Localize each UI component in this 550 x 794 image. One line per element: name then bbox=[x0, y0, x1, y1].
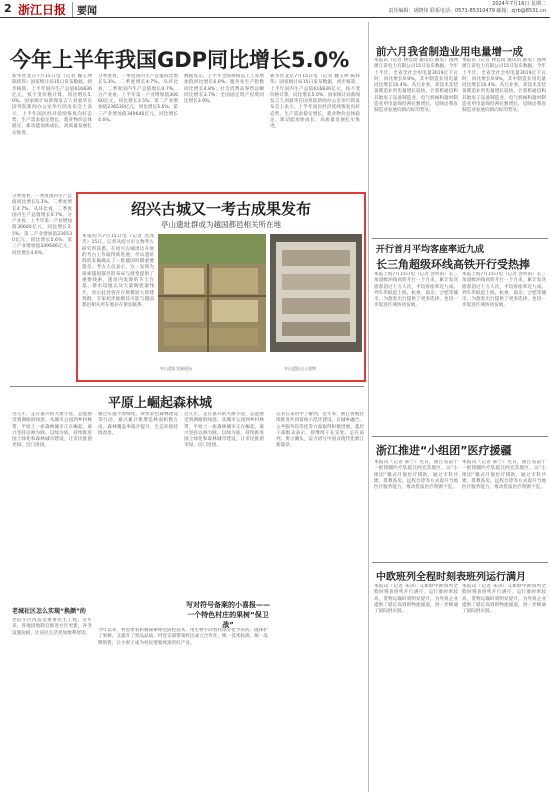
right-middle-headline: 开行首月平均客座率近九成 bbox=[376, 245, 485, 255]
lead-body-column-2: 分季度看，一季度国内生产总值同比增长5.3%，二季度增长4.7%。从环比看，二季度国内生产总值增长0.7%。分产业看，上半年第一产业增加值30660亿元，同比增长3.5%；第二产业增加值236530亿元，同比增长5.6%；第三产业增加值349646亿元，同比增长4.6%。 bbox=[98, 74, 178, 124]
right-middle-headline-2: 长三角超级环线高铁开行受热捧 bbox=[376, 258, 530, 271]
excavation-photo-image bbox=[158, 234, 266, 352]
right-bottom-body-1: 本报讯（记者 朱涛）义新欧中欧班列全程时刻表班列开行满月，运行准时率较高，货物运输时效明显提升，为外贸企业提供了稳定高效的物流通道，进一步畅通了国际供应链。 bbox=[374, 584, 458, 615]
column-divider bbox=[368, 22, 369, 792]
masthead-info bbox=[388, 1, 546, 15]
section-rule bbox=[10, 386, 364, 387]
center-right-body-1: 记者在采访中了解到，近年来，浙江各地持续推进共同富裕示范区建设，在城乡融合、公共服务均等化等方面取得积极进展。基层干部群众表示，将继续干在实处、走在前列、勇立潮头，奋力谱写中国式现代化浙江新篇章。 bbox=[276, 412, 364, 449]
right-rule-3 bbox=[372, 562, 548, 563]
lead-body-column-4: 新华社北京7月15日电（记者 魏玉坤 陈炜伟）国家统计局15日发布数据，初步核算，上半年国内生产总值616836亿元，按不变价格计算，同比增长5.0%。国家统计局新闻发言人刘爱华在国务院新闻办公室举行的发布会上表示，上半年国民经济延续恢复向好态势，生产需求稳定增长，就业物价总体稳定，新动能加快成长，高质量发展扎实推进。 bbox=[270, 74, 360, 130]
bottom-left-headline: 平原上崛起森林城 bbox=[108, 396, 213, 411]
excavation-photo bbox=[158, 234, 266, 352]
right-top-headline: 前六月我省制造业用电量增一成 bbox=[376, 46, 523, 58]
right-middle-body-1: 本报上海7月15日电（记者 沈听雨）长三角超级环线高铁开行一个月来，累计发送旅客超过十万人次，平均客座率近九成。列车串联起上海、杭州、南京、合肥等城市，为旅客出行提供了更多选择，也进一步促进区域协同发展。 bbox=[374, 272, 458, 309]
feature-subhead: 亭山遗址群或为越国都邑相关所在地 bbox=[161, 220, 281, 229]
right-bottom-body-2: 本报讯（记者 朱涛）义新欧中欧班列全程时刻表班列开行满月，运行准时率较高，货物运输时效明显提升，为外贸企业提供了稳定高效的物流通道，进一步畅通了国际供应链。 bbox=[462, 584, 546, 615]
right-lower-body-1: 本报讯（记者 陈宁）近日，浙江省第十一批援疆医疗队抵达阿克苏地区，以“小组团”模式开展医疗援助，通过专科共建、带教查房、远程会诊等方式提升当地医疗服务能力，推动优质医疗资源下沉。 bbox=[374, 460, 458, 491]
right-lower-body-2: 本报讯（记者 陈宁）近日，浙江省第十一批援疆医疗队抵达阿克苏地区，以“小组团”模式开展医疗援助，通过专科共建、带教查房、远程会诊等方式提升当地医疗服务能力，推动优质医疗资源下沉。 bbox=[462, 460, 546, 491]
photo-caption-right: 亭山遗址出土器物 bbox=[284, 366, 316, 371]
right-top-body-2: 本报讯（记者 林佳琦 通讯员 浙电）国网浙江省电力有限公司15日发布数据，今年上半年，全省全社会用电量3019亿千瓦时，同比增长9.9%，其中制造业用电量同比增长10.4%。从行业看，高技术及装备制造业用电量增长较快，计算机通信和其他电子设备制造业、电气机械和器材制造业用电量保持两位数增长，反映出我省制造业发展向新向好的势头。 bbox=[462, 58, 546, 114]
page-number: 2 bbox=[4, 2, 12, 15]
page-masthead bbox=[0, 0, 550, 18]
photo-caption-left: 亭山遗址发掘现场 bbox=[160, 366, 192, 371]
lead-body-column-1: 新华社北京7月15日电（记者 魏玉坤 陈炜伟）国家统计局15日发布数据，初步核算，上半年国内生产总值616836亿元，按不变价格计算，同比增长5.0%。国家统计局新闻发言人刘爱华在国务院新闻办公室举行的发布会上表示，上半年国民经济延续恢复向好态势，生产需求稳定增长，就业物价总体稳定，新动能加快成长，高质量发展扎实推进。 bbox=[12, 74, 92, 136]
right-top-body-1: 本报讯（记者 林佳琦 通讯员 浙电）国网浙江省电力有限公司15日发布数据，今年上半年，全省全社会用电量3019亿千瓦时，同比增长9.9%，其中制造业用电量同比增长10.4%。从行业看，高技术及装备制造业用电量增长较快，计算机通信和其他电子设备制造业、电气机械和器材制造业用电量保持两位数增长，反映出我省制造业发展向新向好的势头。 bbox=[374, 58, 458, 114]
bottom-left-body-2: 通过实施平原绿化、珍贵彩色森林建设等行动，嘉兴累计新增造林面积数万亩，森林覆盖率稳步提升，生态环境持续改善。 bbox=[98, 412, 178, 436]
artifact-photo-image bbox=[270, 234, 362, 352]
paper-name: 浙江日报 bbox=[18, 3, 67, 17]
village-headline-text: 写对符号备案的小喜报——一个特色村庄的果树“保卫战” bbox=[186, 601, 270, 629]
lead-body-column-3: 数据显示，上半年全国规模以上工业增加值同比增长6.0%；服务业生产指数同比增长4.8%；社会消费品零售总额同比增长3.7%；全国固定资产投资同比增长3.9%。 bbox=[184, 74, 264, 105]
right-rule-2 bbox=[372, 436, 548, 437]
feature-box bbox=[76, 192, 366, 382]
section-label: 要闻 bbox=[72, 2, 97, 17]
side-headline: 老城社区怎么实现“换颜”的 bbox=[12, 608, 86, 615]
right-middle-body-2: 本报上海7月15日电（记者 沈听雨）长三角超级环线高铁开行一个月来，累计发送旅客超过十万人次，平均客座率近九成。列车串联起上海、杭州、南京、合肥等城市，为旅客出行提供了更多选择，也进一步促进区域协同发展。 bbox=[462, 272, 546, 309]
lead-body-lower-left: 分季度看，一季度国内生产总值同比增长5.3%，二季度增长4.7%。从环比看，二季度国内生产总值增长0.7%。分产业看，上半年第一产业增加值30660亿元，同比增长3.5%；第二产业增加值236530亿元，同比增长5.6%；第三产业增加值349646亿元，同比增长4.6%。 bbox=[12, 194, 72, 256]
editor-line: 责任编辑：胡晓伟 联系电话：0571-85310479 邮箱：zjrb@8531.cn bbox=[388, 8, 546, 14]
bottom-left-body-3: 这几年，走在嘉兴的大街小巷，总能感受到满眼的绿意。从城市公园到乡村林带，平原上一座森林城市正在崛起。嘉兴坚持以林为脉、以绿为底，持续推进国土绿化和森林城市建设，让市民推窗见绿、出门进园。 bbox=[184, 412, 264, 449]
right-bottom-headline: 中欧班列全程时刻表班列运行满月 bbox=[376, 572, 526, 583]
side-body: 老旧小区改造是重要民生工程。近年来，各地因地制宜推进社区更新，补齐设施短板，让居民生活更加便利舒适。 bbox=[12, 618, 92, 636]
bottom-left-body-1: 这几年，走在嘉兴的大街小巷，总能感受到满眼的绿意。从城市公园到乡村林带，平原上一座森林城市正在崛起。嘉兴坚持以林为脉、以绿为底，持续推进国土绿化和森林城市建设，让市民推窗见绿、出门进园。 bbox=[12, 412, 92, 449]
lead-headline: 今年上半年我国GDP同比增长5.0% bbox=[10, 48, 350, 72]
right-lower-headline: 浙江推进“小组团”医疗援疆 bbox=[376, 444, 512, 457]
right-rule-1 bbox=[372, 238, 548, 239]
village-headline bbox=[184, 600, 272, 630]
feature-body: 本报绍兴7月15日电（记者 沈冰杰）15日，记者从绍兴市文物考古研究所获悉，在绍兴古城周边开展的考古工作取得新进展，亭山遗址群的发掘确认了一批越国时期重要遗存。考古人员表示，这一发现为探索越国都邑的布局与演变提供了重要线索。遗址内发现的夯土台基、排水设施以及大量陶瓷器残片，显示此处曾存在规模较大的建筑群，专家初步推断其可能与越国都邑相关所在地存在密切联系。 bbox=[82, 234, 154, 309]
artifact-photo bbox=[270, 234, 362, 352]
village-body: 今年以来，村里果农积极探索绿色防控技术，用生物手段替代部分化学农药，既保护了果树，又提升了果品品质。村党支部带领村民成立合作社，统一技术标准、统一品牌销售，让小果子成为村民增收致富的好产业。 bbox=[98, 628, 268, 646]
feature-headline: 绍兴古城又一考古成果发布 bbox=[130, 200, 311, 218]
date-line: 2024年7月16日 星期二 bbox=[492, 1, 546, 7]
